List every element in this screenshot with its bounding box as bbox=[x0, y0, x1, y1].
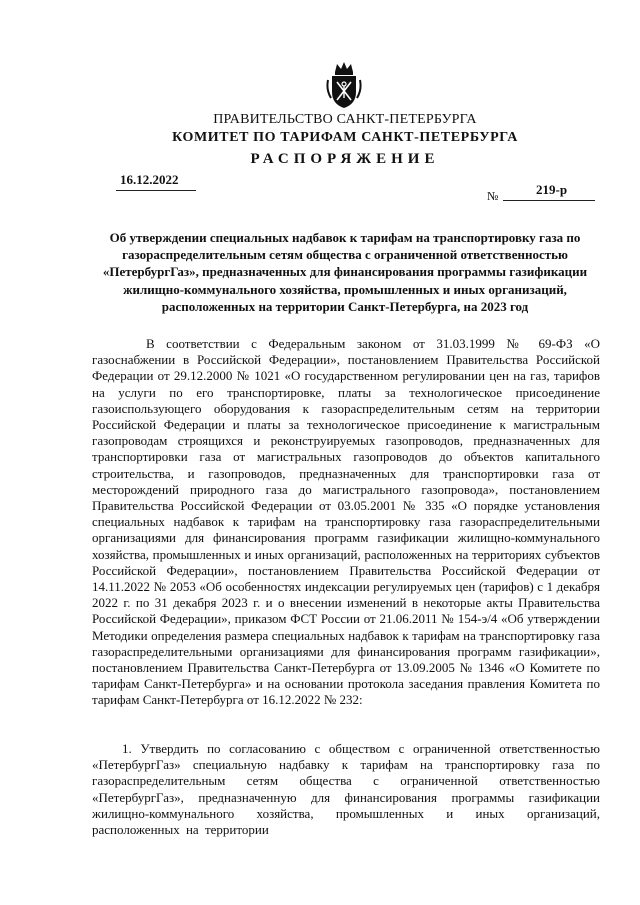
number-underline bbox=[503, 200, 595, 201]
committee-name: КОМИТЕТ ПО ТАРИФАМ САНКТ-ПЕТЕРБУРГА bbox=[172, 130, 518, 145]
government-name: ПРАВИТЕЛЬСТВО САНКТ-ПЕТЕРБУРГА bbox=[213, 112, 477, 127]
number-sign: № bbox=[487, 189, 499, 203]
document-title: Об утверждении специальных надбавок к тарифам на транспортировку газа по газораспределительным сетям общества с ограниченной ответственностью «ПетербургГаз», предназначенных для финансирования программы газификации жилищно-коммунального хозяйства, промышленных и иных организаций, расположенных на территории Санкт-Петербурга, на 2023 год bbox=[102, 230, 588, 314]
date-underline bbox=[116, 190, 196, 191]
preamble-paragraph: В соответствии с Федеральным законом от 31.03.1999 № 69-ФЗ «О газоснабжении в Российской Федерации», постановлением Правительства Российской Федерации от 29.12.2000 № 1021 «О государственном регулировании цен на газ, тарифов на услуги по его транспортировке, платы за технологическое присоединение газоиспользующего оборудования к газораспределительным сетям на территории Российской Федерации и платы за технологическое присоединение к магистральным газопроводам строящихся и реконструируемых газопроводов, предназначенных для транспортировки газа от магистральных газопроводов до объектов капитального строительства, и газопроводов, предназначенных для транспортировки газа от месторождений природного газа до магистрального газопровода», постановлением Правительства Российской Федерации от 03.05.2001 № 335 «О порядке установления специальных надбавок к тарифам на транспортировку газа газораспределительными организациями для финансирования программ газификации жилищно-коммунального хозяйства, промышленных и иных организаций, расположенных на территориях субъектов Российской Федерации», постановлением Правительства Российской Федерации от 14.11.2022 № 2053 «Об особенностях индексации регулируемых цен (тарифов) с 1 декабря 2022 г. по 31 декабря 2023 г. и о внесении изменений в некоторые акты Правительства Российской Федерации», приказом ФСТ России от 21.06.2011 № 154-э/4 «Об утверждении Методики определения размера специальных надбавок к тарифам на транспортировку газа газораспределительными организациями для финансирования программ газификации», постановлением Правительства Санкт-Петербурга от 13.09.2005 № 1346 «О Комитете по тарифам Санкт-Петербурга» и на основании протокола заседания правления Комитета по тарифам Санкт-Петербурга от 16.12.2022 № 232: bbox=[92, 336, 600, 708]
item-1-paragraph: 1. Утвердить по согласованию с обществом с ограниченной ответственностью «ПетербургГаз» специальную надбавку к тарифам на транспортировку газа по газораспределительным сетям общества с ограниченной ответственностью «ПетербургГаз», предназначенную для финансирования программы газификации жилищно-коммунального хозяйства, промышленных и иных организаций, расположенных на территории bbox=[92, 741, 600, 838]
document-type: РАСПОРЯЖЕНИЕ bbox=[250, 151, 440, 167]
document-date: 16.12.2022 bbox=[120, 172, 179, 187]
document-number: 219-р bbox=[536, 182, 568, 197]
st-petersburg-coat-of-arms-icon bbox=[325, 60, 363, 110]
